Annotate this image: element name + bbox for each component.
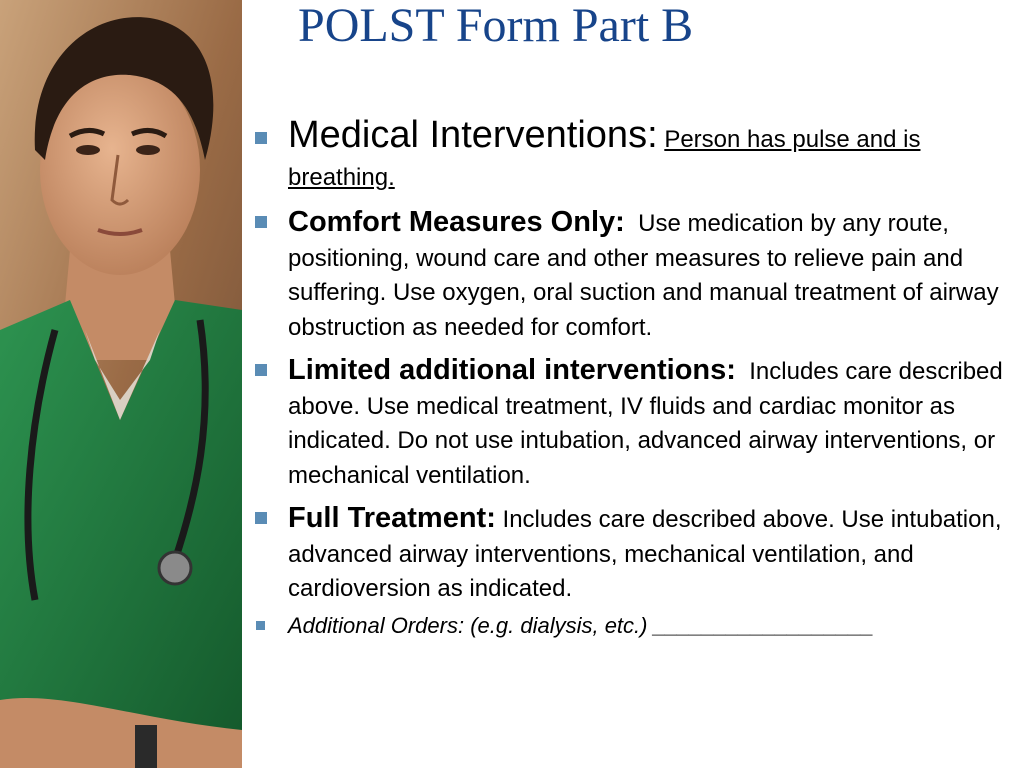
medical-interventions-subtext: Person has pulse and is breathing. [288, 126, 921, 191]
bullet-limited-interventions [248, 353, 1008, 493]
limited-interventions-heading: Limited additional interventions: [288, 354, 736, 386]
bullet-medical-interventions [248, 110, 1008, 196]
bullet-list [248, 110, 1008, 641]
additional-orders-text: Additional Orders: (e.g. dialysis, etc.) __________________ [288, 612, 874, 638]
slide-title: POLST Form Part B [298, 0, 694, 52]
full-treatment-body: Includes care described above. Use intubation, advanced airway interventions, mechanical ventilation, and cardioversion as indicated. [288, 506, 1002, 602]
comfort-measures-heading: Comfort Measures Only: [288, 206, 625, 238]
limited-interventions-body: Includes care described above. Use medical treatment, IV fluids and cardiac monitor as indicated. Do not use intubation, advanced airway interventions, or mechanical ventilation. [288, 358, 1003, 489]
medical-interventions-heading: Medical Interventions: [288, 114, 658, 156]
comfort-measures-body: Use medication by any route, positioning, wound care and other measures to relieve pain and suffering. Use oxygen, oral suction and manual treatment of airway obstruction as needed for comfort. [288, 210, 999, 341]
bullet-icon [255, 216, 267, 228]
bullet-icon [256, 621, 265, 630]
bullet-additional-orders [248, 611, 1008, 641]
bullet-full-treatment [248, 501, 1008, 607]
bullet-icon [255, 132, 267, 144]
doctor-photo [0, 0, 242, 768]
full-treatment-heading: Full Treatment: [288, 502, 496, 534]
bullet-icon [255, 364, 267, 376]
bullet-comfort-measures [248, 205, 1008, 345]
bullet-icon [255, 512, 267, 524]
